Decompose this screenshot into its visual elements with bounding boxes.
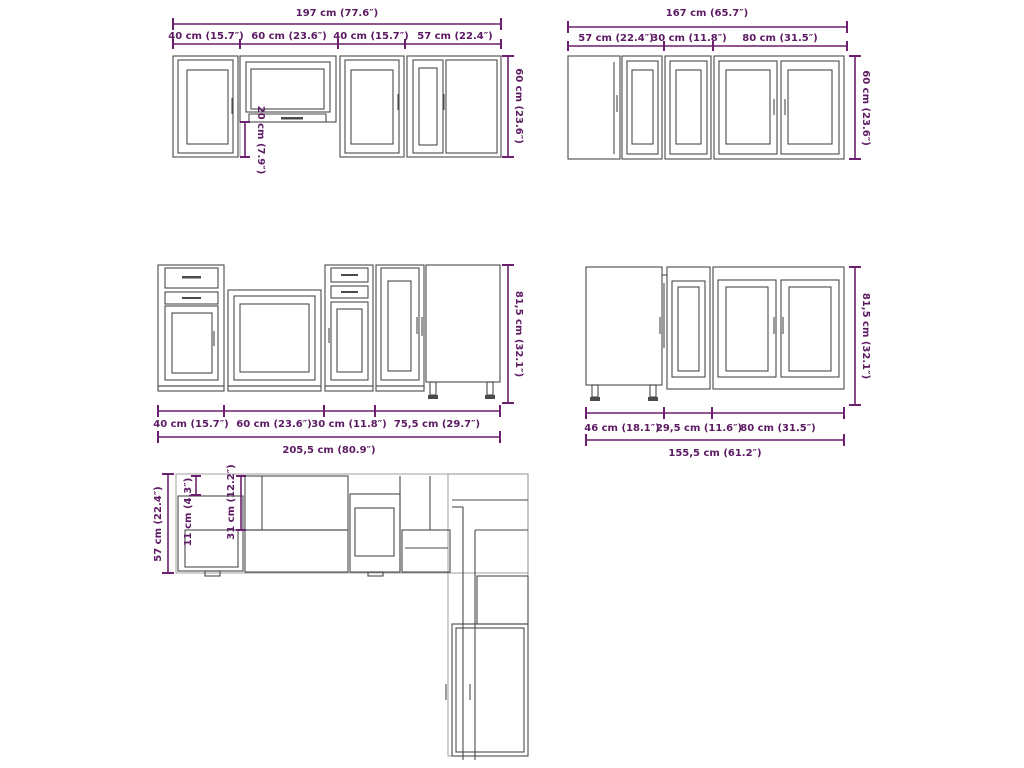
wall-left-cabinet3-width-label: 40 cm (15.7″) [333,31,409,42]
wall-right-height-label: 60 cm (23.6″) [860,70,871,146]
base-right-cabinet1-width-label: 46 cm (18.1″) [584,423,660,434]
base-right-height-label: 81,5 cm (32.1″) [860,292,871,380]
wall-right-total-width-label: 167 cm (65.7″) [665,8,749,19]
base-left-height-label: 81,5 cm (32.1″) [513,290,524,378]
wall-left-cabinet4-width-label: 57 cm (22.4″) [417,31,493,42]
base-left-cabinet3-width-label: 30 cm (11.8″) [311,419,387,430]
base-right-cabinet3-width-label: 80 cm (31.5″) [740,423,816,434]
base-left-cabinet4-width-label: 75,5 cm (29.7″) [393,419,481,430]
plan-inner-depth-label: 31 cm (12.2″) [226,464,237,540]
wall-left-cabinet2-width-label: 60 cm (23.6″) [251,31,327,42]
wall-right-cabinet2-width-label: 30 cm (11.8″) [651,33,727,44]
base-left-cabinet2-width-label: 60 cm (23.6″) [236,419,312,430]
plan-drawer-depth-label: 11 cm (4.3″) [183,477,194,547]
wall-cabinets-left-elevation [173,56,501,157]
base-cabinets-left-elevation [158,265,500,399]
wall-left-hood-gap-label: 20 cm (7.9″) [255,105,266,175]
wall-cabinets-right-elevation [568,56,844,159]
wall-right-cabinet3-width-label: 80 cm (31.5″) [742,33,818,44]
base-right-total-width-label: 155,5 cm (61.2″) [668,448,762,459]
base-cabinets-right-elevation [586,267,844,401]
wall-left-height-label: 60 cm (23.6″) [513,68,524,144]
plan-depth-label: 57 cm (22.4″) [153,486,164,562]
base-left-cabinet1-width-label: 40 cm (15.7″) [153,419,229,430]
wall-left-cabinet1-width-label: 40 cm (15.7″) [168,31,244,42]
base-right-cabinet2-width-label: 29,5 cm (11.6″) [655,423,743,434]
wall-left-total-width-label: 197 cm (77.6″) [295,8,379,19]
wall-right-cabinet1-width-label: 57 cm (22.4″) [578,33,654,44]
base-left-total-width-label: 205,5 cm (80.9″) [282,445,376,456]
